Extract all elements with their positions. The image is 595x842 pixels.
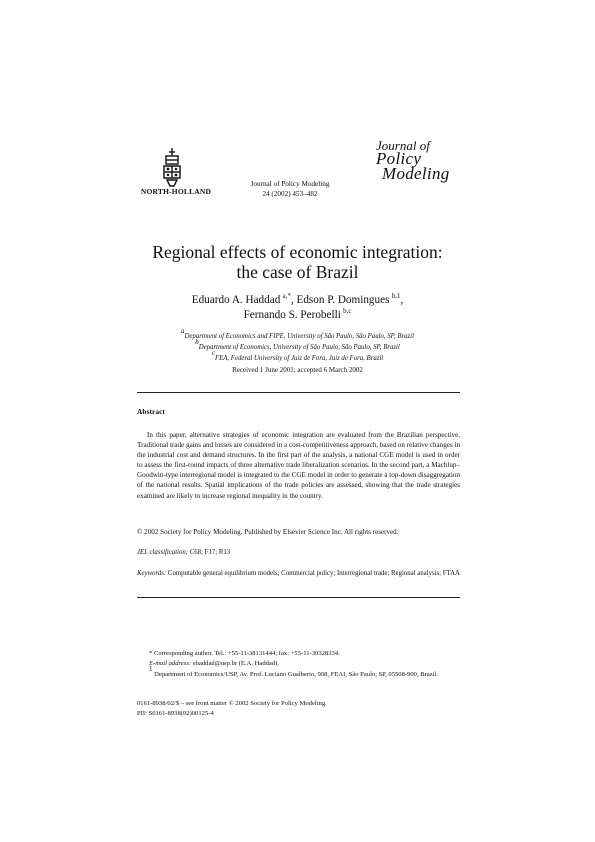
author-name: Fernando S. Perobelli: [243, 309, 341, 321]
journal-logo-line3: Modeling: [382, 164, 450, 183]
tree-logo-icon: [136, 142, 216, 190]
footnote-1: [137, 665, 460, 680]
divider-top: [137, 392, 460, 393]
author-affiliation-marker[interactable]: b,c: [343, 307, 352, 315]
affiliation-text: FEA, Federal University of Juiz de Fora, Juiz de Fora, Brazil: [214, 355, 384, 362]
journal-info: [235, 179, 345, 199]
journal-logo-line1: Journal of: [376, 138, 430, 153]
author-name: Edson P. Domingues: [296, 294, 390, 306]
affiliation-item: [100, 349, 495, 364]
affiliation-text: Department of Economics and FIPE, University of São Paulo, São Paulo, SP, Brazil: [184, 333, 414, 340]
author-separator: ,: [400, 294, 404, 306]
email-address[interactable]: ehaddad@usp.br (E.A. Haddad).: [192, 660, 279, 668]
author-list: [100, 293, 495, 323]
jel-classification: [137, 549, 460, 556]
copyright-line: © 2002 Society for Policy Modeling. Published by Elsevier Science Inc. All rights reserved.: [137, 528, 399, 536]
affiliation-text: Department of Economics, University of São Paulo, São Paulo, SP, Brazil: [198, 344, 400, 351]
journal-logo: [376, 140, 460, 192]
journal-issue: 24 (2002) 453–482: [262, 190, 318, 198]
footnote-text: Department of Economics/USP, Av. Prof. Luciano Gualberto, 908, FEAI, São Paulo, SP, 05508-900, Brazil.: [154, 671, 439, 679]
title-line-2: the case of Brazil: [236, 262, 359, 282]
author-separator: ,: [290, 294, 297, 306]
affiliation-marker: b: [195, 338, 199, 346]
affiliation-item: [100, 327, 495, 342]
jel-label: JEL classification:: [137, 549, 189, 556]
email-note: [137, 659, 460, 669]
abstract-body: In this paper, alternative strategies of economic integration are evaluated from the Brazilian perspective. Traditional trade gains and losses are considered in a cost-competitiveness approach, based on relative changes in the industrial cost and demand structures. In the first part of the analysis, a national CGE model is used in order to assess the first-round impacts of three alternative trade liberalization scenarios. In the second part, a Machlup–Goodwin-type interregional model is integrated to the CGE model in order to generate a top-down disaggregation of the national results. Spatial implications of the trade policies are assessed, showing that the trade strategies examined are likely to increase regional inequality in the country.: [137, 431, 460, 500]
affiliation-item: [100, 338, 495, 353]
divider-bottom: [137, 597, 460, 598]
email-label: E-mail address:: [149, 660, 192, 668]
journal-logo-line2: Policy: [376, 149, 422, 168]
received-dates: Received 1 June 2001; accepted 6 March 2002: [232, 366, 363, 374]
corresponding-author-note: * Corresponding author. Tel.: +55-11-38131444; fax: +55-11-30328334.: [149, 650, 340, 657]
keywords-value: Computable general equilibrium models; Commercial policy; Interregional trade; Regional analysis; FTAA: [167, 570, 460, 577]
keywords-label: Keywords:: [137, 570, 167, 577]
publisher-name: NORTH-HOLLAND: [140, 187, 212, 196]
journal-name: Journal of Policy Modeling: [250, 180, 330, 188]
author-affiliation-marker[interactable]: b,1: [391, 292, 401, 300]
issn-line: 0161-8938/02/$ – see front matter © 2002 Society for Policy Modeling.: [137, 700, 327, 707]
pii-line: PII: S0161-8938(02)00125-4: [137, 710, 214, 718]
jel-value: C68; F17; R13: [189, 549, 231, 556]
title-line-1: Regional effects of economic integration:: [152, 242, 443, 262]
front-matter: [137, 699, 460, 719]
affiliation-list: [100, 327, 495, 364]
author-affiliation-marker[interactable]: a,*: [282, 292, 291, 300]
keywords: [137, 569, 460, 579]
footnote-marker: 1: [149, 665, 153, 674]
footnotes: [137, 649, 460, 681]
author-name: Eduardo A. Haddad: [191, 294, 281, 306]
affiliation-marker: c: [211, 349, 215, 357]
abstract-heading: Abstract: [137, 407, 165, 416]
affiliation-marker: a: [181, 327, 185, 335]
article-title: [100, 242, 495, 282]
